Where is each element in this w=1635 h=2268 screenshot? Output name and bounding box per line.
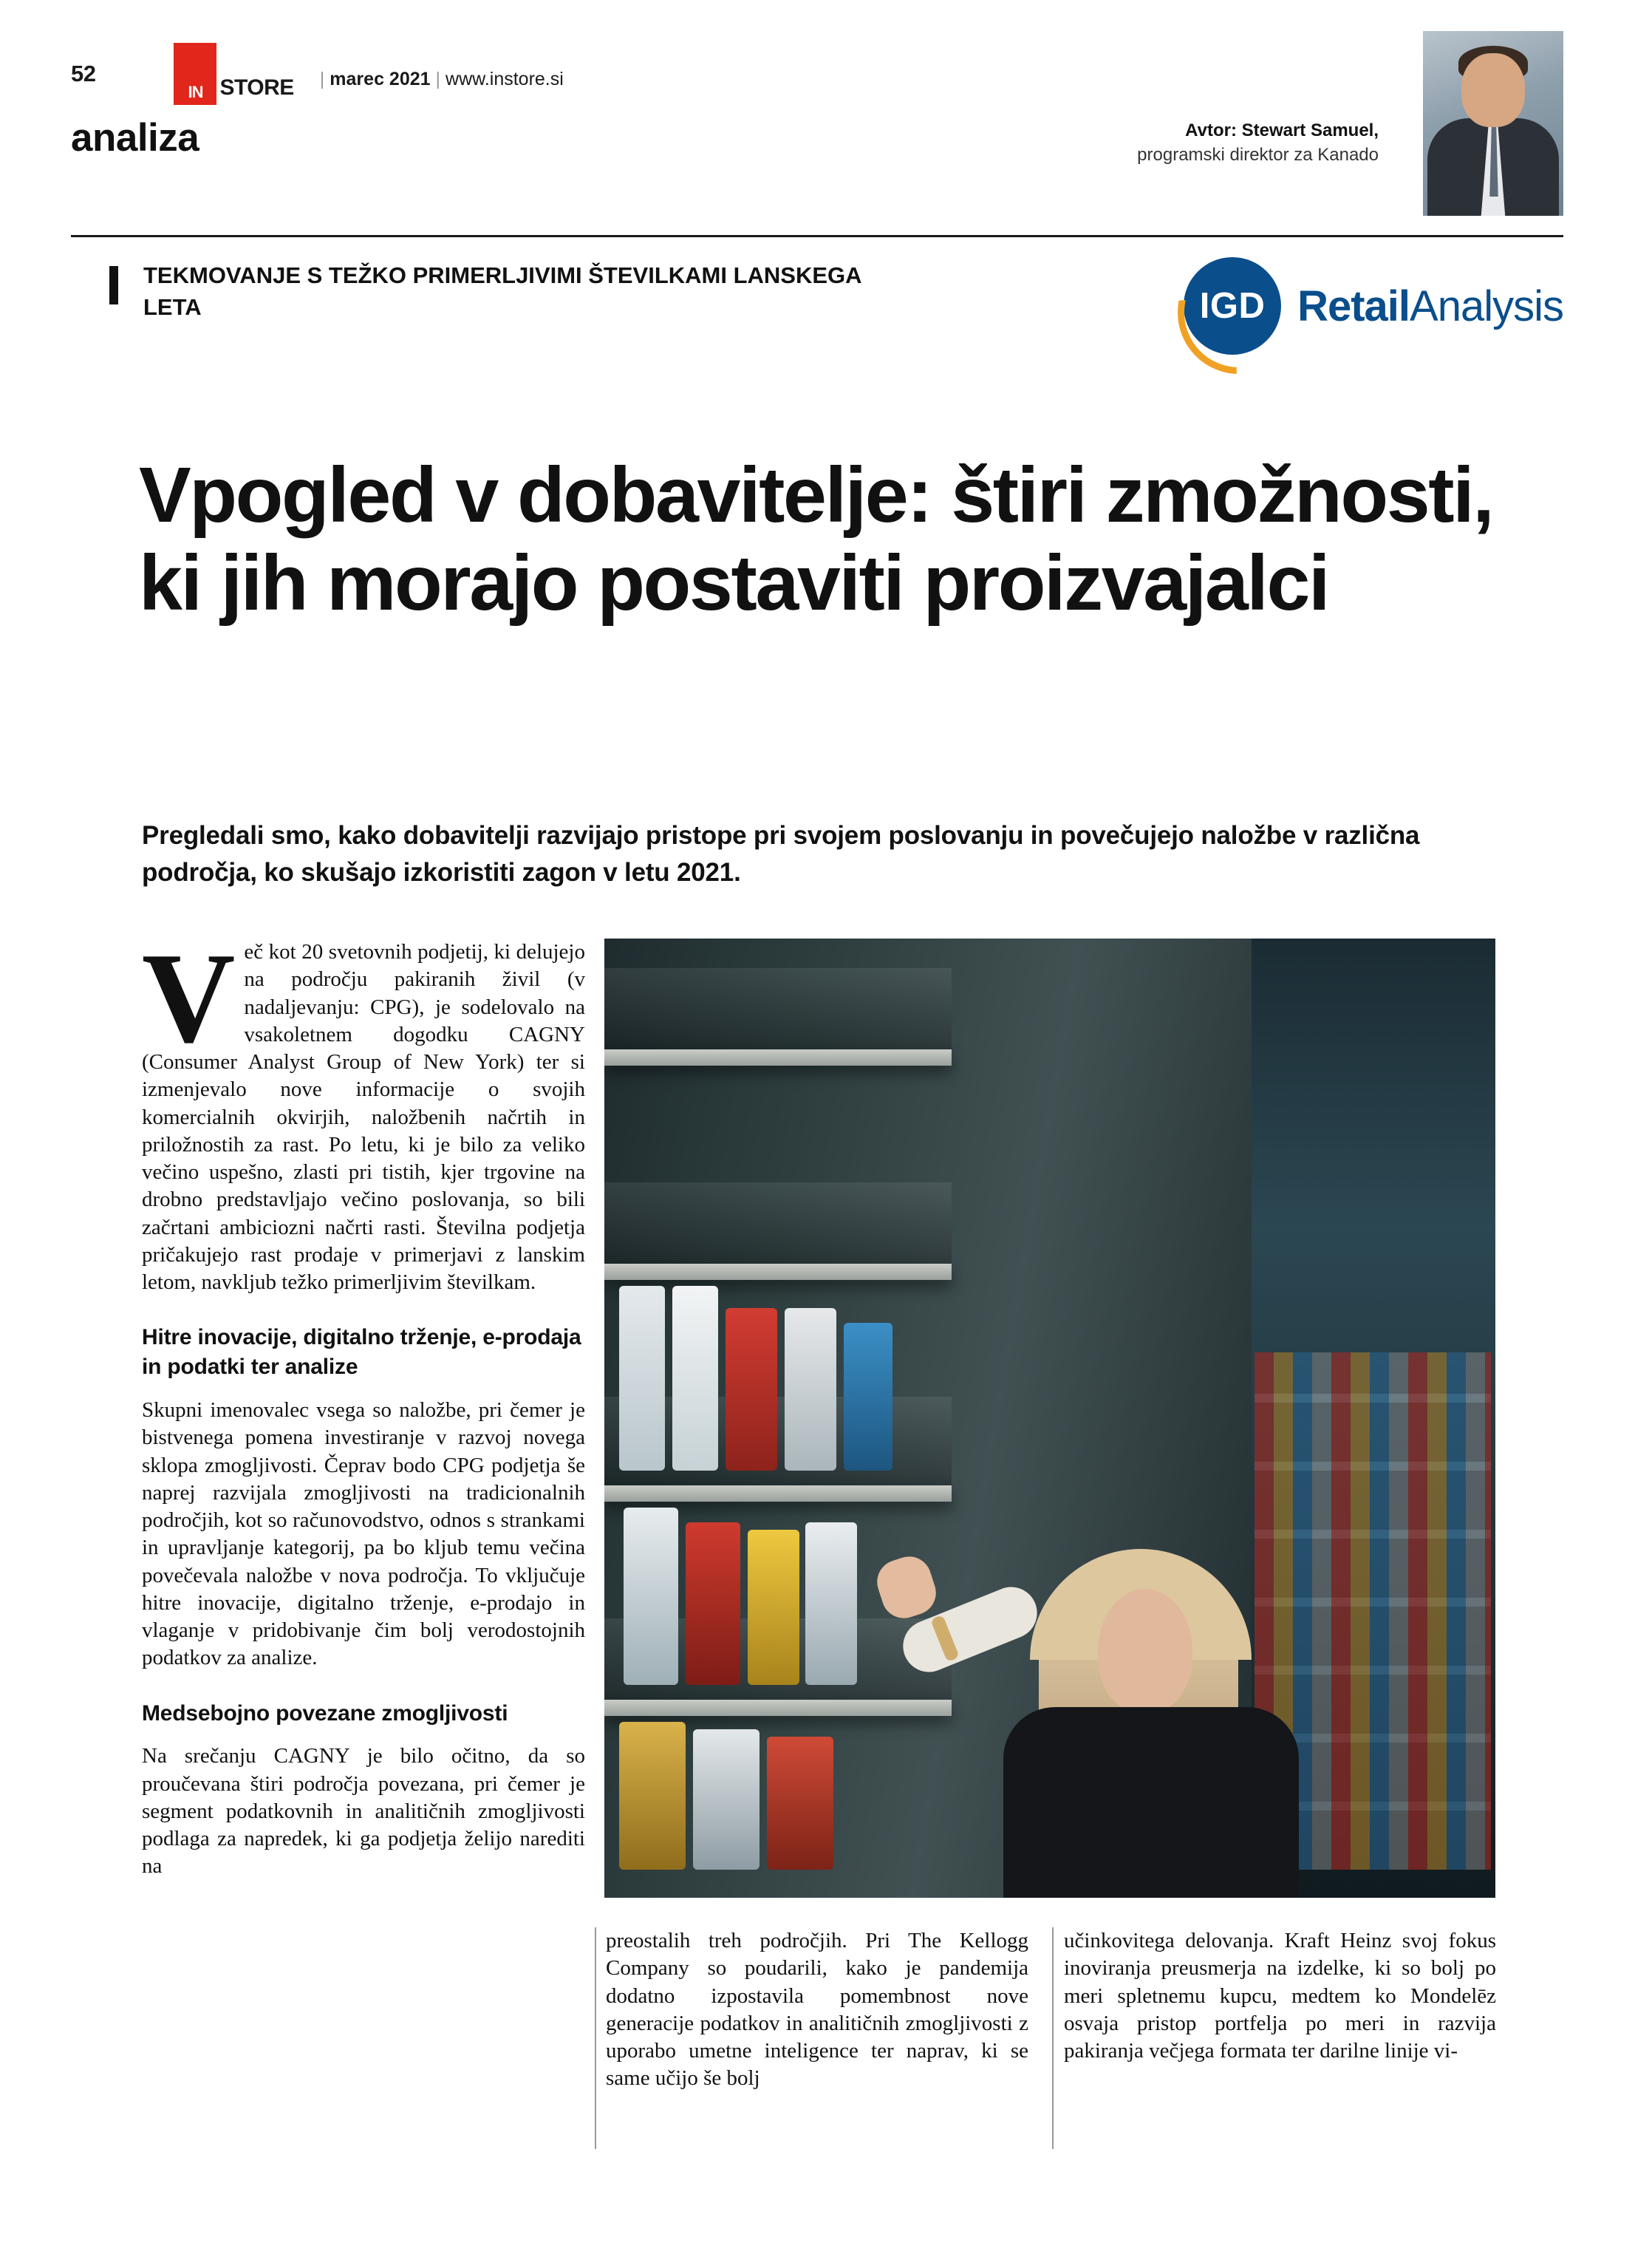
- igd-wordmark: [1297, 282, 1563, 331]
- kicker-block: [71, 260, 884, 324]
- author-name: Avtor: Stewart Samuel,: [1185, 120, 1379, 140]
- header-top-row: [71, 52, 1563, 101]
- kicker-accent-bar: [109, 266, 118, 304]
- column-divider-2: [1052, 1927, 1054, 2149]
- author-role: programski direktor za Kanado: [1137, 145, 1379, 166]
- igd-word-retail: Retail: [1297, 282, 1410, 330]
- logo-store-text: STORE: [219, 75, 294, 100]
- page-title: Vpogled v dobavitelje: štiri zmožnosti, ki jih morajo postaviti proizvajalci: [139, 452, 1493, 627]
- paragraph-2: Skupni imenovalec vsega so naložbe, pri čemer je bistvenega pomena investiranje v razvoj novega sklopa zmogljivosti. Čeprav bodo CPG podjetja še naprej razvijala zmogljivosti na tradicionalnih področjih, kot so računovodstvo, odnos s strankami in upravljanje kategorij, pa bo kljub temu večina povečevala naložbe v nova področja. To vključuje hitre inovacije, digitalno trženje, e-prodajo in vlaganje v pridobivanje čim bolj verodostojnih podatkov za analize.: [142, 1398, 585, 1670]
- igd-circle-icon: [1184, 257, 1281, 355]
- section-label: analiza: [71, 116, 199, 160]
- paragraph-3: Na srečanju CAGNY je bilo očitno, da so proučevana štiri področja povezana, pri čemer je segment podatkovnih in analitičnih zmogljivosti podlaga za napredek, ki ga podjetja želijo narediti na: [142, 1744, 585, 1879]
- website-url[interactable]: www.instore.si: [446, 69, 564, 89]
- subheading-2: Medsebojno povezane zmogljivosti: [142, 1700, 508, 1726]
- igd-retail-analysis-logo: [1184, 257, 1563, 355]
- paragraph-col3: učinkovitega delovanja. Kraft Heinz svoj fokus inoviranja preusmerja na izdelke, ki so bolj po meri spletnemu kupcu, medtem ko Mondelēz osvaja pristop portfelja po meri in razvija pakiranja večjega formata ter darilne linije vi-: [1064, 1929, 1496, 2063]
- body-column-1: [142, 926, 585, 1881]
- body-column-2: [606, 1927, 1028, 2093]
- igd-mark-text: IGD: [1199, 286, 1266, 326]
- page-number: 52: [71, 61, 96, 86]
- body-column-3: [1064, 1927, 1496, 2065]
- kicker-text: TEKMOVANJE S TEŽKO PRIMERLJIVIMI ŠTEVILKAMI LANSKEGA LETA: [143, 262, 861, 320]
- header-issue-meta: | marec 2021 | www.instore.si: [319, 69, 564, 89]
- logo-red-block: [174, 43, 216, 105]
- header-divider: [71, 235, 1563, 237]
- column-divider-1: [595, 1927, 596, 2149]
- subheading-1: Hitre inovacije, digitalno trženje, e-prodaja in podatki ter analize: [142, 1325, 581, 1380]
- paragraph-intro: Več kot 20 svetovnih podjetij, ki delujejo na področju pakiranih živil (v nadaljevanju: CPG), je sodelovalo na vsakoletnem dogodku CAGNY (Consumer Analyst Group of New York) ter si izmenjevalo nove informacije o svojih komercialnih okvirjih, naložbenih načrtih in priložnostih za rast. Po letu, ki je bilo za veliko večino uspešno, zlasti pri tistih, kjer trgovine na drobno predstavljajo večino poslovanja, so bili začrtani ambiciozni načrti rasti. Številna podjetja pričakujejo rast prodaje v primerjavi z lanskim letom, navkljub težko primerljivim številkam.: [142, 926, 585, 1294]
- author-block: [1137, 118, 1379, 167]
- instore-logo: [174, 43, 293, 105]
- logo-in-text: IN: [188, 83, 203, 101]
- issue-date: marec 2021: [330, 69, 431, 89]
- page-header: [71, 52, 1563, 236]
- article-photo: [604, 939, 1495, 1898]
- article-deck: Pregledali smo, kako dobavitelji razvijajo pristope pri svojem poslovanju in povečujejo naložbe v različna področja, ko skušajo izkoristiti zagon v letu 2021.: [142, 821, 1420, 887]
- igd-word-analysis: Analysis: [1410, 282, 1563, 330]
- paragraph-col2: preostalih treh področjih. Pri The Kellogg Company so poudarili, kako je pandemija dodatno izpostavila pomembnost nove generacije podatkov in analitičnih zmogljivosti z uporabo umetne inteligence ter naprav, ki se same učijo še bolj: [606, 1929, 1028, 2091]
- author-portrait: [1423, 31, 1563, 216]
